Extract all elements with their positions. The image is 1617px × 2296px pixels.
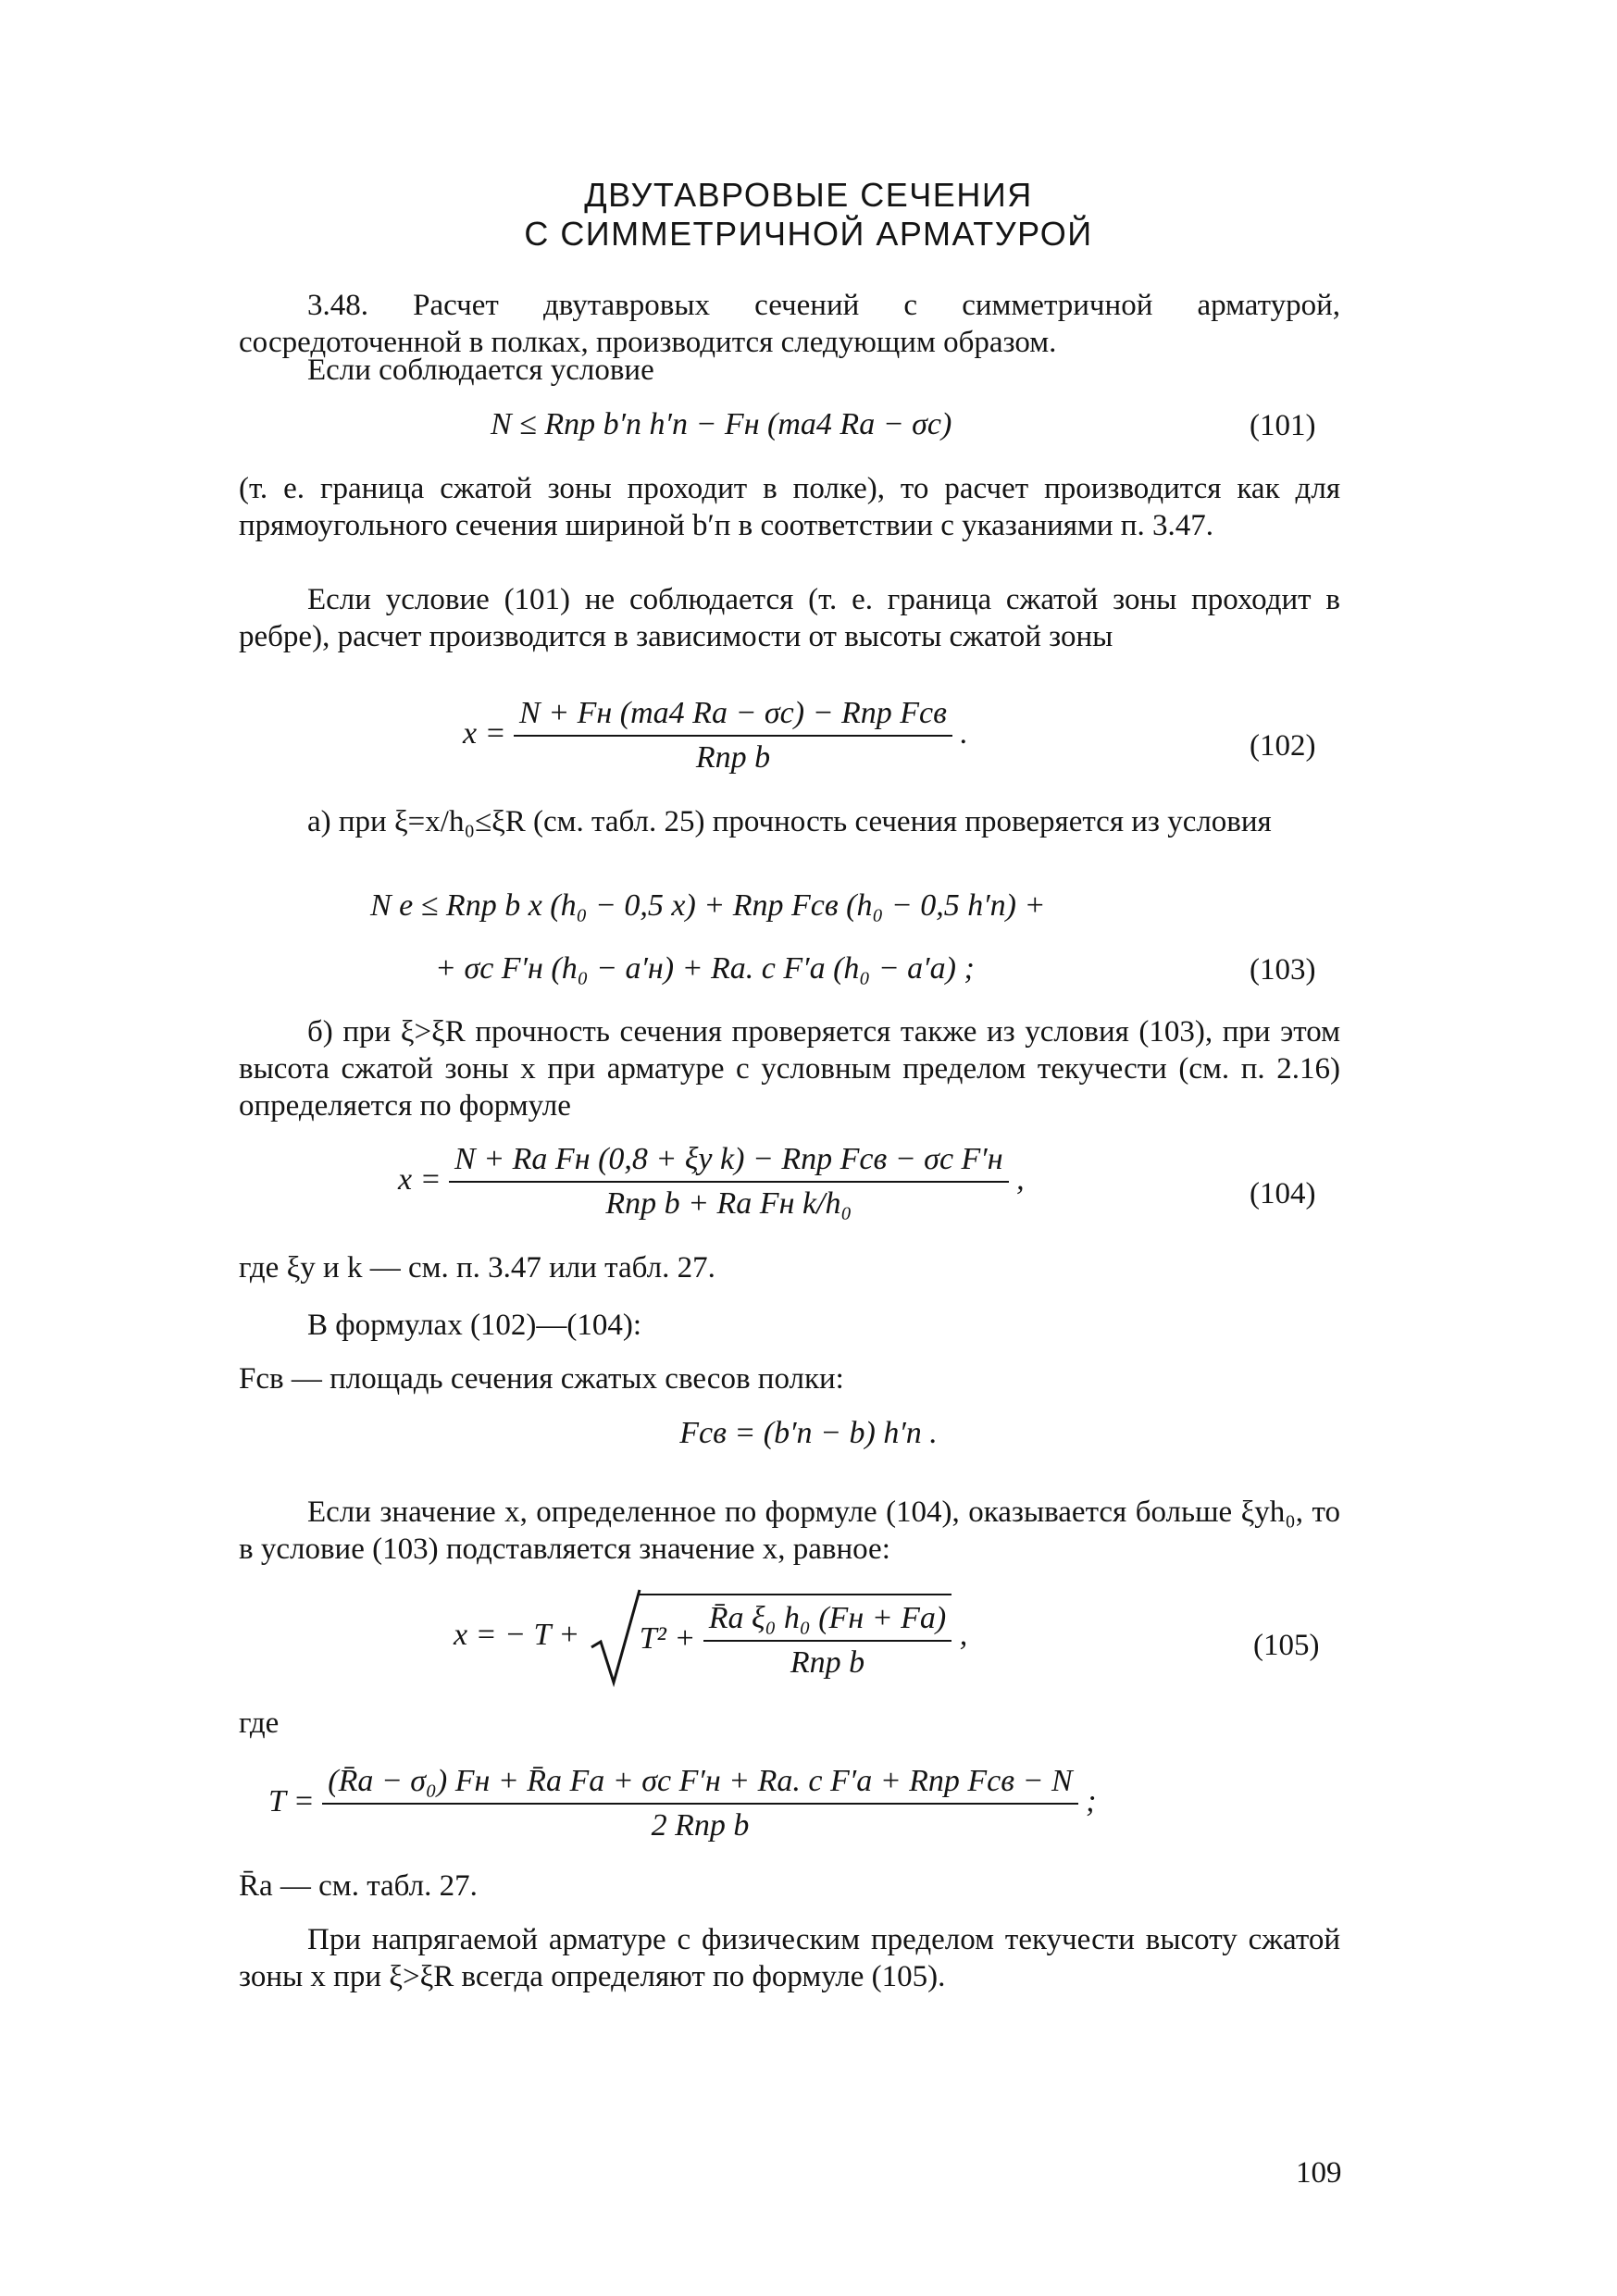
page-number: 109 [1296, 2156, 1342, 2190]
formula-105-fraction [703, 1601, 952, 1681]
paragraph-case-a: а) при ξ=x/h₀≤ξR (см. табл. 25) прочность сечения проверяется из условия [307, 805, 1272, 838]
formula-105-tail: , [959, 1617, 968, 1652]
equation-number-102: (102) [1250, 729, 1316, 763]
paragraph-condition-intro: Если соблюдается условие [307, 354, 654, 387]
formula-T-numerator: (R̄а − σ₀) Fн + R̄а Fа + σс F′н + Rа. с F′а + Rпр Fсв − N [322, 1764, 1077, 1805]
formula-102-lhs: x = [463, 715, 506, 751]
formula-104-fraction [449, 1142, 1009, 1222]
formula-105-denominator: Rпр b [790, 1645, 865, 1680]
formula-fsv: Fсв = (b′п − b) h′п . [679, 1416, 938, 1450]
formula-103-line-1: N e ≤ Rпр b x (h₀ − 0,5 x) + Rпр Fсв (h₀ − 0,5 h′п) + [370, 888, 1046, 923]
formula-105 [454, 1586, 967, 1688]
formula-102-denominator: Rпр b [695, 740, 771, 775]
paragraph-in-formulas: В формулах (102)—(104): [307, 1309, 642, 1342]
formula-104-numerator: N + Rа Fн (0,8 + ξу k) − Rпр Fсв − σс F′н [449, 1142, 1009, 1183]
paragraph-case-b: б) при ξ>ξR прочность сечения проверяется также из условия (103), при этом высота сжатой зоны x при арматуре с условным пределом текучести (см. п. 2.16) определяется по формуле [239, 1015, 1340, 1123]
equation-number-103: (103) [1250, 953, 1316, 987]
paragraph-gde: где [239, 1706, 280, 1740]
equation-number-101: (101) [1250, 409, 1316, 442]
formula-T-tail: ; [1086, 1783, 1097, 1818]
sqrt-radical-icon [588, 1586, 643, 1688]
sqrt-radicand [640, 1594, 952, 1681]
formula-102 [463, 696, 968, 776]
formula-102-numerator: N + Fн (mа4 Rа − σс) − Rпр Fсв [514, 696, 952, 737]
paragraph-after-101: (т. е. граница сжатой зоны проходит в полке), то расчет производится как для прямоугольного сечения шириной b′п в соответствии с указаниями п. 3.47. [239, 472, 1340, 542]
formula-105-numerator: R̄а ξ₀ h₀ (Fн + Fа) [703, 1601, 952, 1642]
formula-102-fraction [514, 696, 952, 776]
formula-T [268, 1764, 1096, 1843]
formula-104 [398, 1142, 1025, 1222]
section-title-line-1: ДВУТАВРОВЫЕ СЕЧЕНИЯ [584, 176, 1033, 214]
section-title-line-2: С СИММЕТРИЧНОЙ АРМАТУРОЙ [524, 215, 1093, 253]
formula-103-line-2: + σс F′н (h₀ − a′н) + Rа. с F′а (h₀ − a′а) ; [435, 951, 975, 986]
formula-104-tail: , [1016, 1161, 1025, 1197]
paragraph-fsv-definition: Fсв — площадь сечения сжатых свесов полки: [239, 1362, 844, 1396]
paragraph-where-xi: где ξу и k — см. п. 3.47 или табл. 27. [239, 1251, 715, 1285]
formula-105-t2: T² + [639, 1620, 696, 1656]
equation-number-105: (105) [1253, 1629, 1320, 1662]
paragraph-prestressed: При напрягаемой арматуре с физическим пределом текучести высоту сжатой зоны x при ξ>ξR всегда определяют по формуле (105). [239, 1923, 1340, 1993]
formula-T-fraction [322, 1764, 1077, 1843]
equation-number-104: (104) [1250, 1177, 1316, 1210]
formula-105-sqrt [588, 1586, 952, 1688]
formula-102-tail: . [960, 715, 968, 751]
paragraph-if-value: Если значение x, определенное по формуле (104), оказывается больше ξуh₀, то в условие (103) подставляется значение x, равное: [239, 1496, 1340, 1566]
formula-104-denominator: Rпр b + Rа Fн k/h₀ [605, 1186, 852, 1221]
paragraph-ra-note: R̄а — см. табл. 27. [239, 1869, 478, 1903]
paragraph-condition-not-met: Если условие (101) не соблюдается (т. е. граница сжатой зоны проходит в ребре), расчет производится в зависимости от высоты сжатой зоны [239, 583, 1340, 653]
formula-T-denominator: 2 Rпр b [651, 1808, 750, 1843]
paragraph-3-48: 3.48. Расчет двутавровых сечений с симметричной арматурой, сосредоточенной в полках, производится следующим образом. [239, 289, 1340, 359]
formula-T-lhs: T = [268, 1783, 315, 1818]
formula-105-lhs: x = − T + [454, 1617, 580, 1652]
formula-101: N ≤ Rпр b′п h′п − Fн (mа4 Rа − σс) [491, 407, 952, 441]
formula-104-lhs: x = [398, 1161, 442, 1197]
